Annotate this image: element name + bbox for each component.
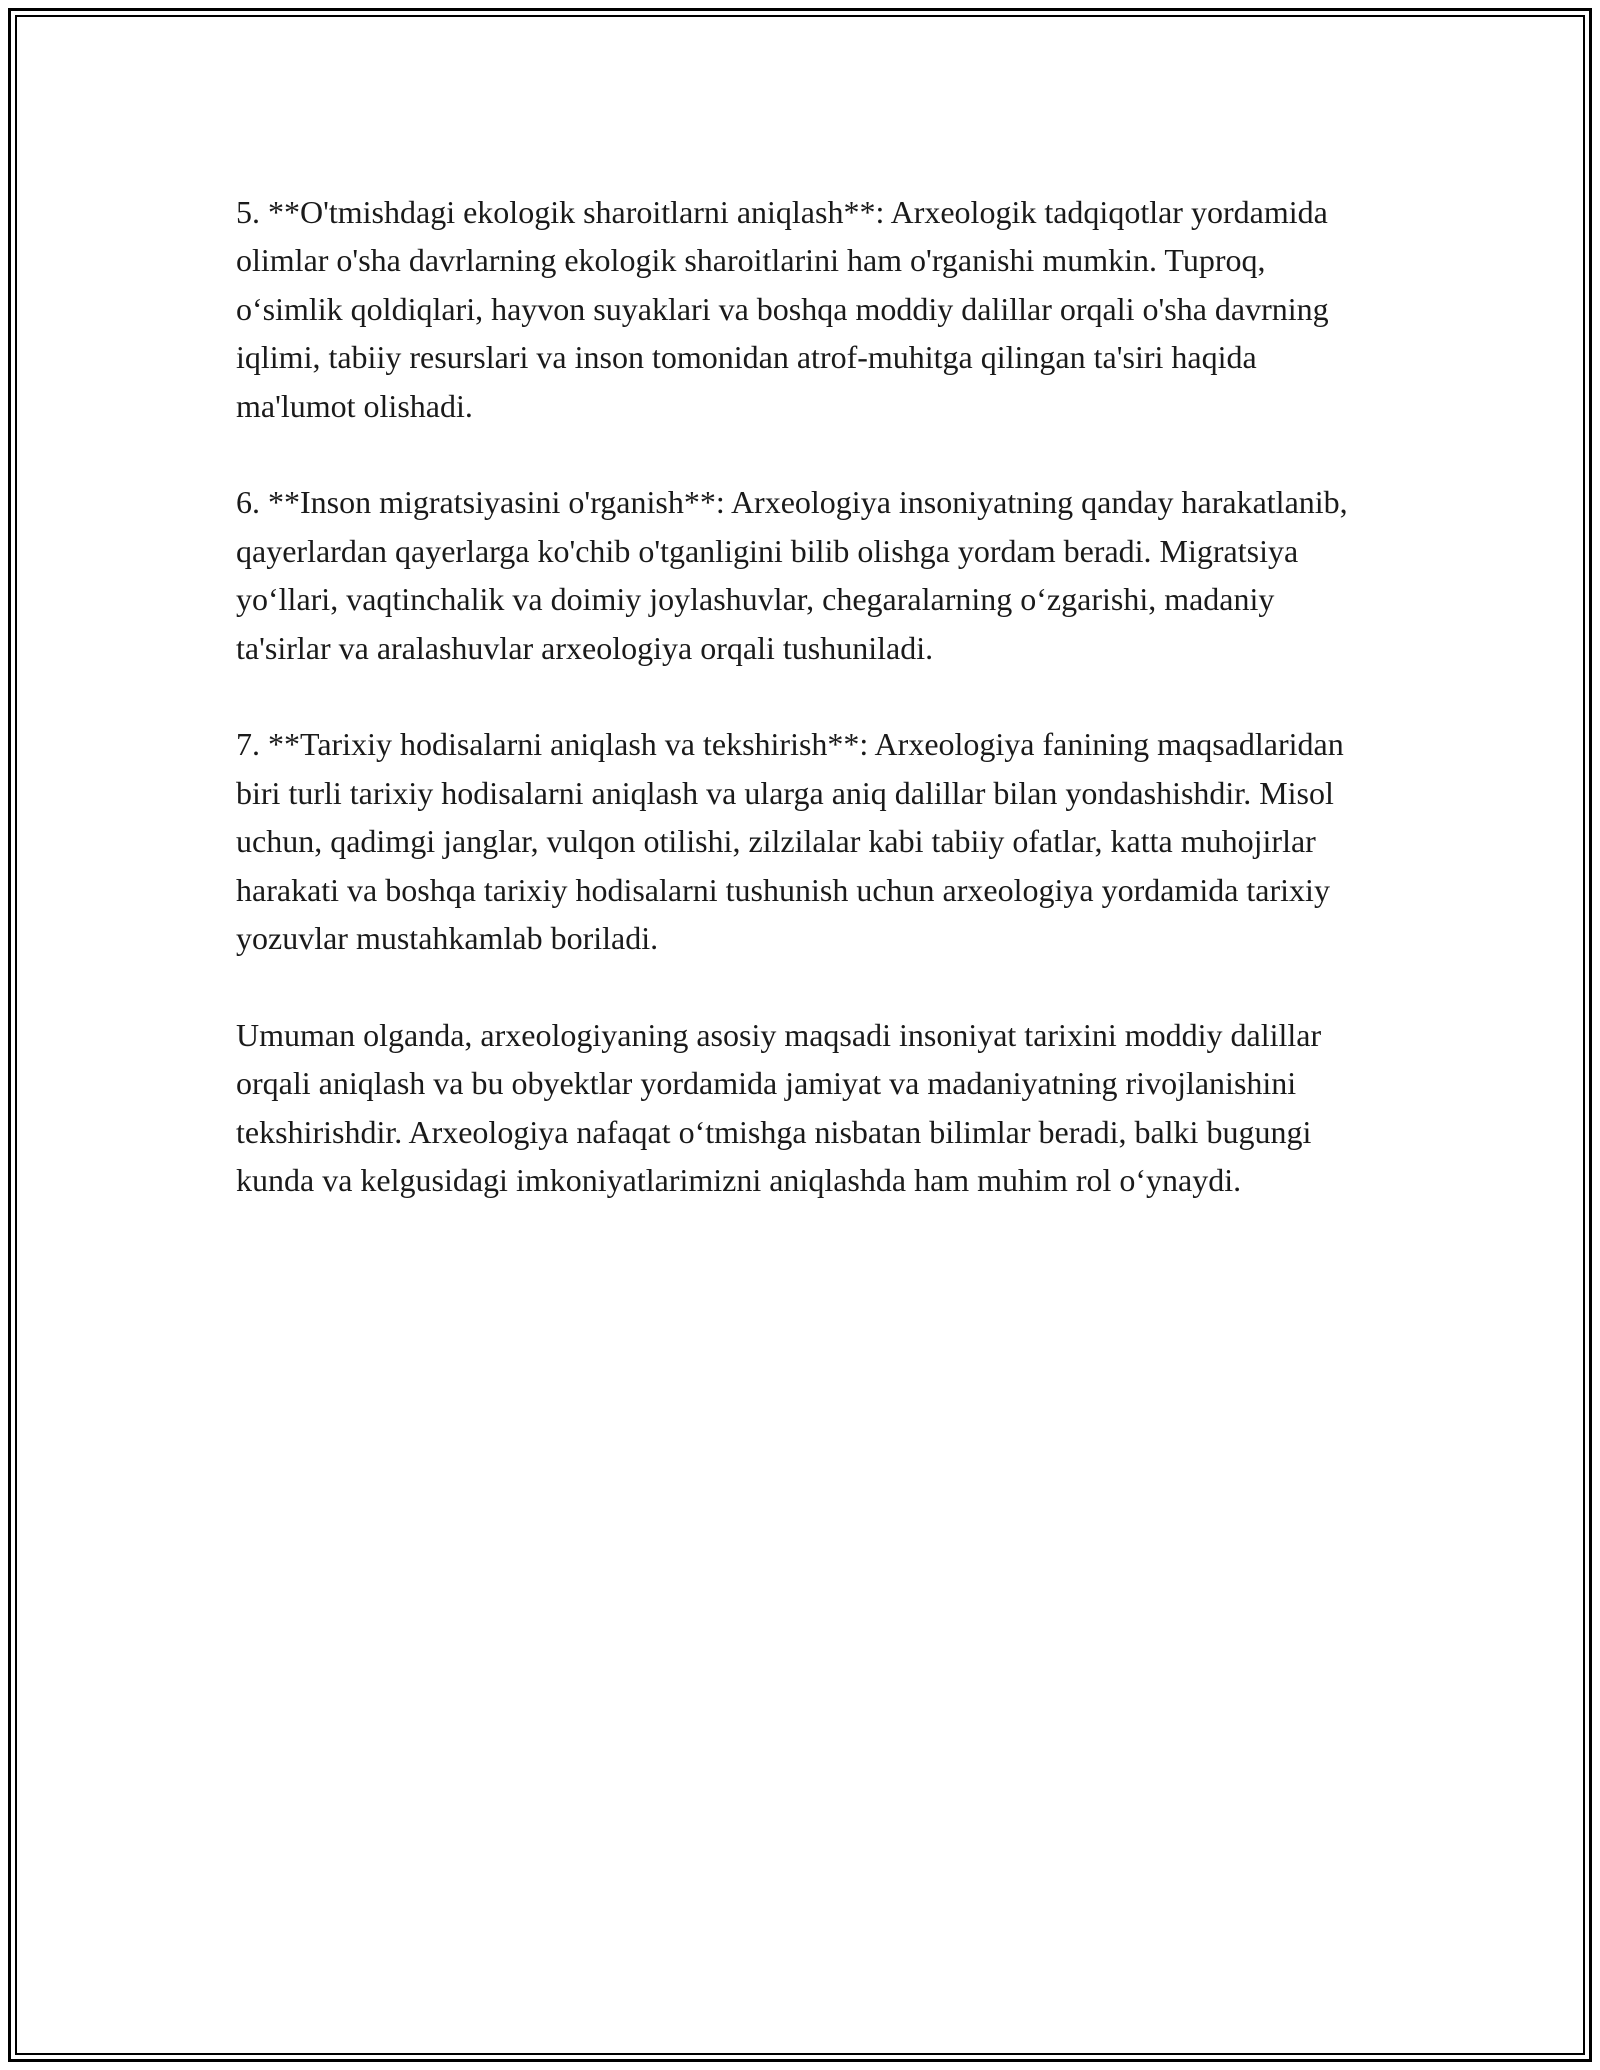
paragraph-conclusion: Umuman olganda, arxeologiyaning asosiy maqsadi insoniyat tarixini moddiy dalillar orqali aniqlash va bu obyektlar yordamida jamiyat va madaniyatning rivojlanishini tekshirishdir. Arxeologiya nafaqat o‘tmishga nisbatan bilimlar beradi, balki bugungi kunda va kelgusidagi imkoniyatlarimizni aniqlashda ham muhim rol o‘ynaydi. (236, 1016, 1322, 1199)
paragraph-ecological-conditions: 5. **O'tmishdagi ekologik sharoitlarni aniqlash**: Arxeologik tadqiqotlar yordamida olimlar o'sha davrlarning ekologik sharoitlarini ham o'rganishi mumkin. Tuproq, o‘simlik qoldiqlari, hayvon suyaklari va boshqa moddiy dalillar orqali o'sha davrning iqlimi, tabiiy resurslari va inson tomonidan atrof-muhitga qilingan ta'siri haqida ma'lumot olishadi. (236, 194, 1329, 424)
paragraph-historical-events: 7. **Tarixiy hodisalarni aniqlash va tekshirish**: Arxeologiya fanining maqsadlaridan biri turli tarixiy hodisalarni aniqlash va ularga aniq dalillar bilan yondashishdir. Misol uchun, qadimgi janglar, vulqon otilishi, zilzilalar kabi tabiiy ofatlar, katta muhojirlar harakati va boshqa tarixiy hodisalarni tushunish uchun arxeologiya yordamida tarixiy yozuvlar mustahkamlab boriladi. (236, 726, 1344, 957)
document-body (236, 188, 1376, 1253)
paragraph-human-migration: 6. **Inson migratsiyasini o'rganish**: Arxeologiya insoniyatning qanday harakatlanib, qayerlardan qayerlarga ko'chib o'tganligini bilib olishga yordam beradi. Migratsiya yo‘llari, vaqtinchalik va doimiy joylashuvlar, chegaralarning o‘zgarishi, madaniy ta'sirlar va aralashuvlar arxeologiya orqali tushuniladi. (236, 484, 1348, 666)
